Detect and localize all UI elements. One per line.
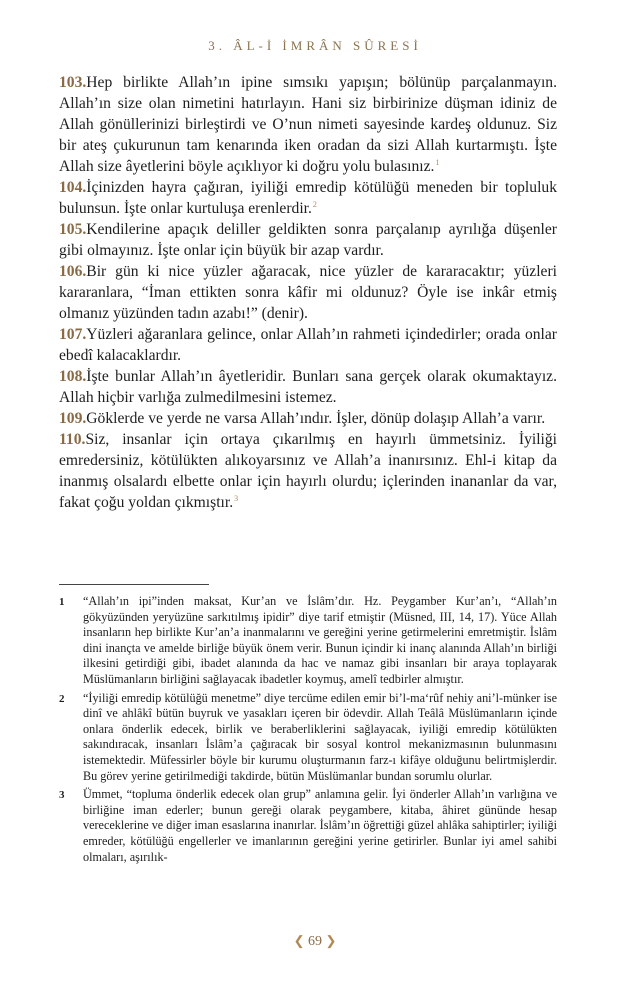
verse-108 [59,366,557,408]
verse-text: Siz, insanlar için ortaya çıkarılmış en hayırlı ümmetsiniz. İyiliği emredersiniz, kötülükten alıkoyarsınız ve Allah’a inanırsınız. Ehl-i kitap da inanmış olsalardı elbette onlar için hayırlı olurdu; içlerinden inananlar da var, fakat çoğu yoldan çıkmıştır. [59,431,557,511]
verse-number: 103. [59,74,87,91]
footnote-1 [59,594,557,688]
verse-103 [59,72,557,177]
verse-text: Hep birlikte Allah’ın ipine sımsıkı yapışın; bölünüp parçalanmayın. Allah’ın size olan nimetini hatırlayın. Hani siz birbirinize düşman idiniz de Allah gönüllerinizi birleştirdi ve O’nun nimeti sayesinde kardeş oldunuz. Siz bir ateş çukurunun tam kenarında iken oradan da sizi Allah kurtarmıştı. İşte Allah size âyetlerini böyle açıklıyor ki doğru yolu bulasınız. [59,74,557,175]
verse-109 [59,408,557,429]
footnote-divider [59,584,209,585]
verse-text: İçinizden hayra çağıran, iyiliği emredip kötülüğü meneden bir topluluk bulunsun. İşte onlar kurtuluşa erenlerdir. [59,179,557,217]
verse-number: 108. [59,368,87,385]
left-ornament-icon: ❮ [293,933,305,948]
footnote-text: Ümmet, “topluma önderlik edecek olan grup” anlamına gelir. İyi önderler Allah’ın varlığına ve birliğine iman ederler; bunun gereği olarak peygambere, kitaba, âhiret gününde hesap vereceklerine ve diğer iman esaslarına inanırlar. İslâm’ın öğrettiği güzel ahlâka sahiptirler; iyiliği emreder, kötülüğü engellerler ve imanlarının gereğini yerine getirirler. Bunlar iyi amel sahibi olmaları, aşırılık- [83,787,557,864]
verse-number: 104. [59,179,87,196]
verse-107 [59,324,557,366]
verse-110 [59,429,557,513]
verse-105 [59,219,557,261]
verse-number: 109. [59,410,87,427]
footnotes [59,594,557,868]
footnote-text: “İyiliği emredip kötülüğü menetme” diye tercüme edilen emir bi’l-ma‘rûf nehiy ani’l-münker ise dinî ve ahlâkî bütün buyruk ve yasakları içeren bir ödevdir. Allah Teâlâ Müslümanların içinde onlara önderlik edecek, birlik ve beraberliklerini sağlayacak, iyiliği emredip kötülükten sakındıracak, insanları İslâm’a çağıracak bir sosyal kontrol mekanizmasının bulunmasını istemektedir. Müfessirler böyle bir kurumu oluşturmanın farz-ı kifâye olduğunu belirtmişlerdir. Bu görev yerine getirilmediği takdirde, bütün Müslümanlar bundan sorumlu olurlar. [83,690,557,783]
footnote-ref[interactable]: 1 [435,157,440,167]
verse-text: Yüzleri ağaranlara gelince, onlar Allah’ın rahmeti içindedirler; orada onlar ebedî kalacaklardır. [59,326,557,364]
footnote-text: “Allah’ın ipi”inden maksat, Kur’an ve İslâm’dır. Hz. Peygamber Kur’an’ı, “Allah’ın gökyüzünden yeryüzüne sarkıtılmış ipidir” diye tarif etmiştir (Müsned, III, 14, 17). Yüce Allah insanların hep birlikte Kur’an’a inanmalarını ve gereğini yerine getirmelerini emretmiştir. İslâm dini inançta ve amelde birliğe büyük önem verir. Bunun içindir ki inanç alanında Allah’ın birliği ilkesini getirdiği gibi, ibadet alanında da hac ve namaz gibi insanları bir araya toplayarak Müslümanların birliğini sağlayacak ibadetler koymuş, amelî tedbirler almıştır. [83,594,557,686]
verse-body [59,72,557,513]
page-number-folio [0,933,630,950]
footnote-number: 2 [59,692,65,705]
footnote-ref[interactable]: 3 [234,493,239,503]
verse-104 [59,177,557,219]
verse-number: 107. [59,326,87,343]
footnote-ref[interactable]: 2 [312,199,317,209]
running-head: 3. ÂL-İ İMRÂN SÛRESİ [208,38,422,53]
footnote-2 [59,691,557,785]
verse-text: Kendilerine apaçık deliller geldikten sonra parçalanıp ayrılığa düşenler gibi olmayınız. İşte onlar için büyük bir azap vardır. [59,221,557,259]
verse-text: İşte bunlar Allah’ın âyetleridir. Bunları sana gerçek olarak okumaktayız. Allah hiçbir varlığa zulmedilmesini istemez. [59,368,557,406]
right-ornament-icon: ❯ [325,933,337,948]
verse-text: Göklerde ve yerde ne varsa Allah’ındır. İşler, dönüp dolaşıp Allah’a varır. [86,410,546,427]
verse-number: 106. [59,263,87,280]
page-number: 69 [308,934,322,949]
verse-106 [59,261,557,324]
footnote-number: 1 [59,596,65,608]
footnote-3 [59,787,557,865]
verse-number: 110. [59,431,86,448]
footnote-number: 3 [59,789,65,802]
verse-number: 105. [59,221,87,238]
verse-text: Bir gün ki nice yüzler ağaracak, nice yüzler de kararacaktır; yüzleri kararanlara, “İman ettikten sonra kâfir mi oldunuz? Öyle ise inkâr etmiş olmanız yüzünden tadın azabı!” (denir). [59,263,557,322]
